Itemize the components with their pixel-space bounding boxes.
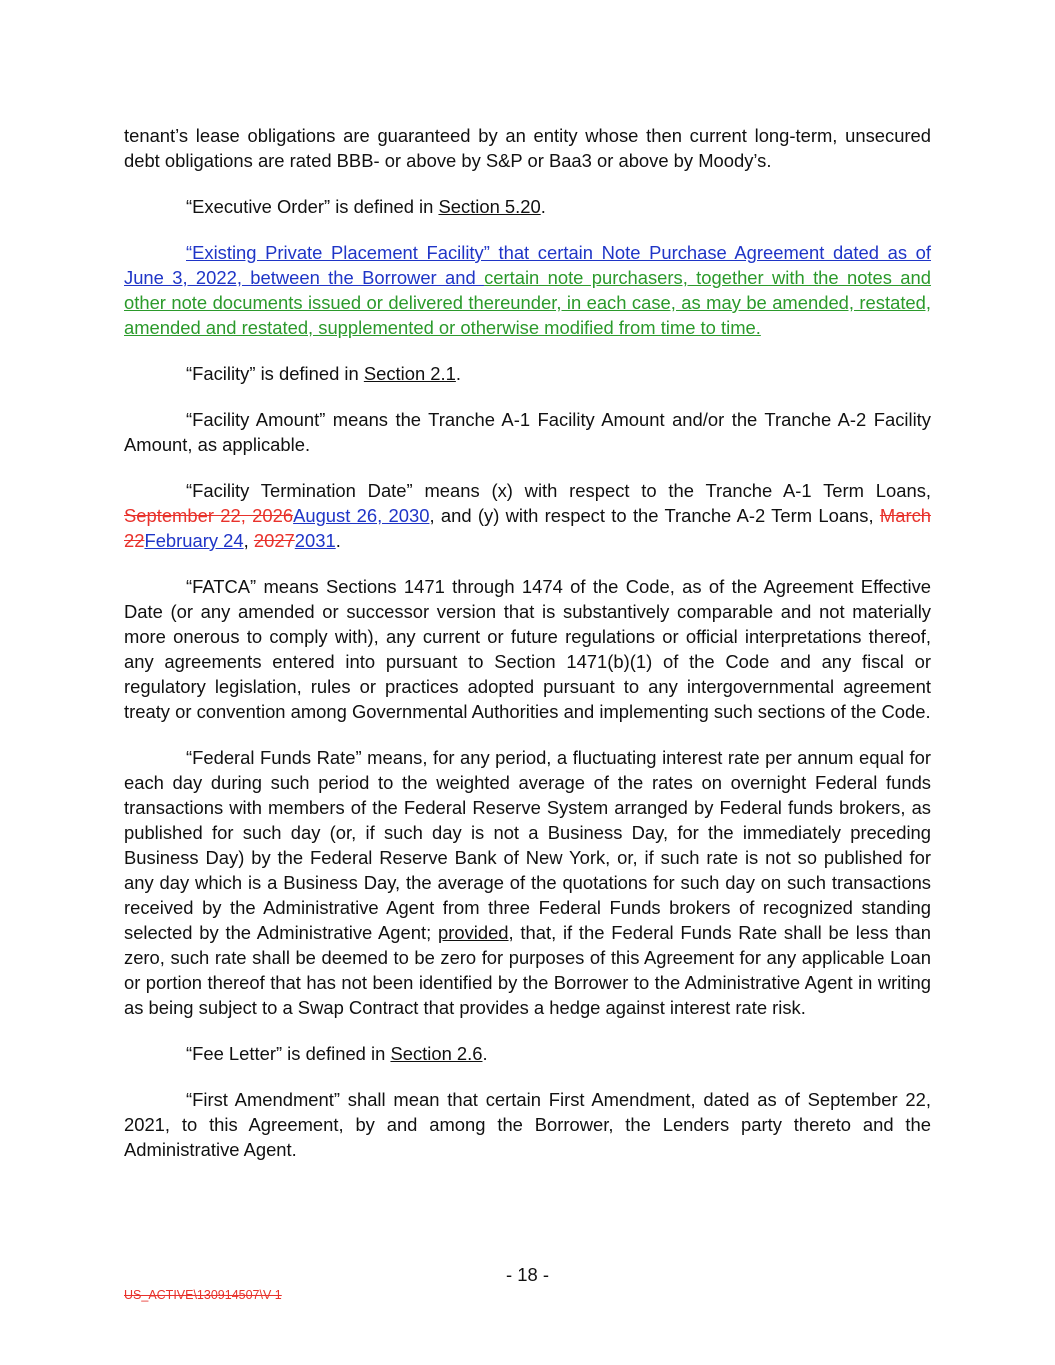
page-number: - 18 - [506,1264,549,1285]
paragraph-continuation [124,123,931,173]
definition-facility [124,361,931,386]
definition-existing-private-placement-facility [124,240,931,340]
underlined-term: provided [437,922,509,943]
text: , that, if the Federal Funds Rate shall be less than zero, such rate shall be deemed to be zero for purposes of this Agreement for any applicable Loan or portion thereof that has not been identified by the Borrower to the Administrative Agent in writing as being subject to a Swap Contract that provides a hedge against interest rate risk. [124,922,931,1018]
text: “Fee Letter” is defined in [186,1043,391,1064]
text: “FATCA” means Sections 1471 through 1474 of the Code, as of the Agreement Effective Date (or any amended or successor version that is substantively comparable and not materially more onerous to comply with), any current or future regulations or official interpretations thereof, any agreements entered into pursuant to Section 1471(b)(1) of the Code and any fiscal or regulatory legislation, rules or practices adopted pursuant to any intergovernmental agreement treaty or convention among Governmental Authorities and implementing such sections of the Code. [124,576,931,722]
text: tenant’s lease obligations are guaranteed by an entity whose then current long-term, unsecured debt obligations are rated BBB- or above by S&P or Baa3 or above by Moody’s. [124,125,931,171]
text: . [455,363,461,384]
text: “Facility Termination Date” means (x) with respect to the Tranche A-1 Term Loans, [186,480,931,501]
section-reference: Section 5.20 [438,196,541,217]
document-body [124,123,931,1183]
definition-fee-letter [124,1041,931,1066]
document-id: US_ACTIVE\130914507\V-1 [124,1288,282,1302]
definition-facility-termination-date [124,478,931,553]
text: “Executive Order” is defined in [186,196,439,217]
definition-executive-order [124,194,931,219]
deleted-text: March 22 [124,505,932,551]
definition-facility-amount [124,407,931,457]
definition-federal-funds-rate [124,745,931,1020]
text: “Federal Funds Rate” means, for any period, a fluctuating interest rate per annum equal for each day during such period to the weighted average of the rates on overnight Federal funds transactions with members of the Federal Reserve System arranged by Federal funds brokers, as published for such day (or, if such day is not a Business Day, for the immediately preceding Business Day) by the Federal Reserve Bank of New York, or, if such rate is not so published for any day which is a Business Day, the average of the quotations for such day on such transactions received by the Administrative Agent from three Federal Funds brokers of recognized standing selected by the Administrative Agent; [124,747,931,943]
text: , [243,530,254,551]
definition-first-amendment [124,1087,931,1162]
text: “Facility” is defined in [186,363,364,384]
definition-fatca [124,574,931,724]
deleted-text: 2027 [253,530,295,551]
section-reference: Section 2.6 [390,1043,483,1064]
deleted-text: September 22, 2026 [124,505,294,526]
inserted-text-blue: “Existing Private Placement Facility” that certain Note Purchase Agreement dated as of June 3, 2022, between the Borrower and [124,242,931,288]
inserted-text: 2031 [294,530,336,551]
text: “First Amendment” shall mean that certain First Amendment, dated as of September 22, 2021, to this Agreement, by and among the Borrower, the Lenders party thereto and the Administrative Agent. [124,1089,931,1160]
inserted-text: August 26, 2030 [293,505,430,526]
section-reference: Section 2.1 [363,363,456,384]
inserted-text-green: certain note purchasers, together with the notes and other note documents issued or delivered thereunder, in each case, as may be amended, restated, amended and restated, supplemented or otherwise modified from time to time. [124,267,931,338]
text: , and (y) with respect to the Tranche A-2 Term Loans, [429,505,880,526]
inserted-text: February 24 [144,530,244,551]
text: . [335,530,341,551]
text: . [540,196,546,217]
text: “Facility Amount” means the Tranche A-1 Facility Amount and/or the Tranche A-2 Facility Amount, as applicable. [124,409,931,455]
text: . [482,1043,488,1064]
